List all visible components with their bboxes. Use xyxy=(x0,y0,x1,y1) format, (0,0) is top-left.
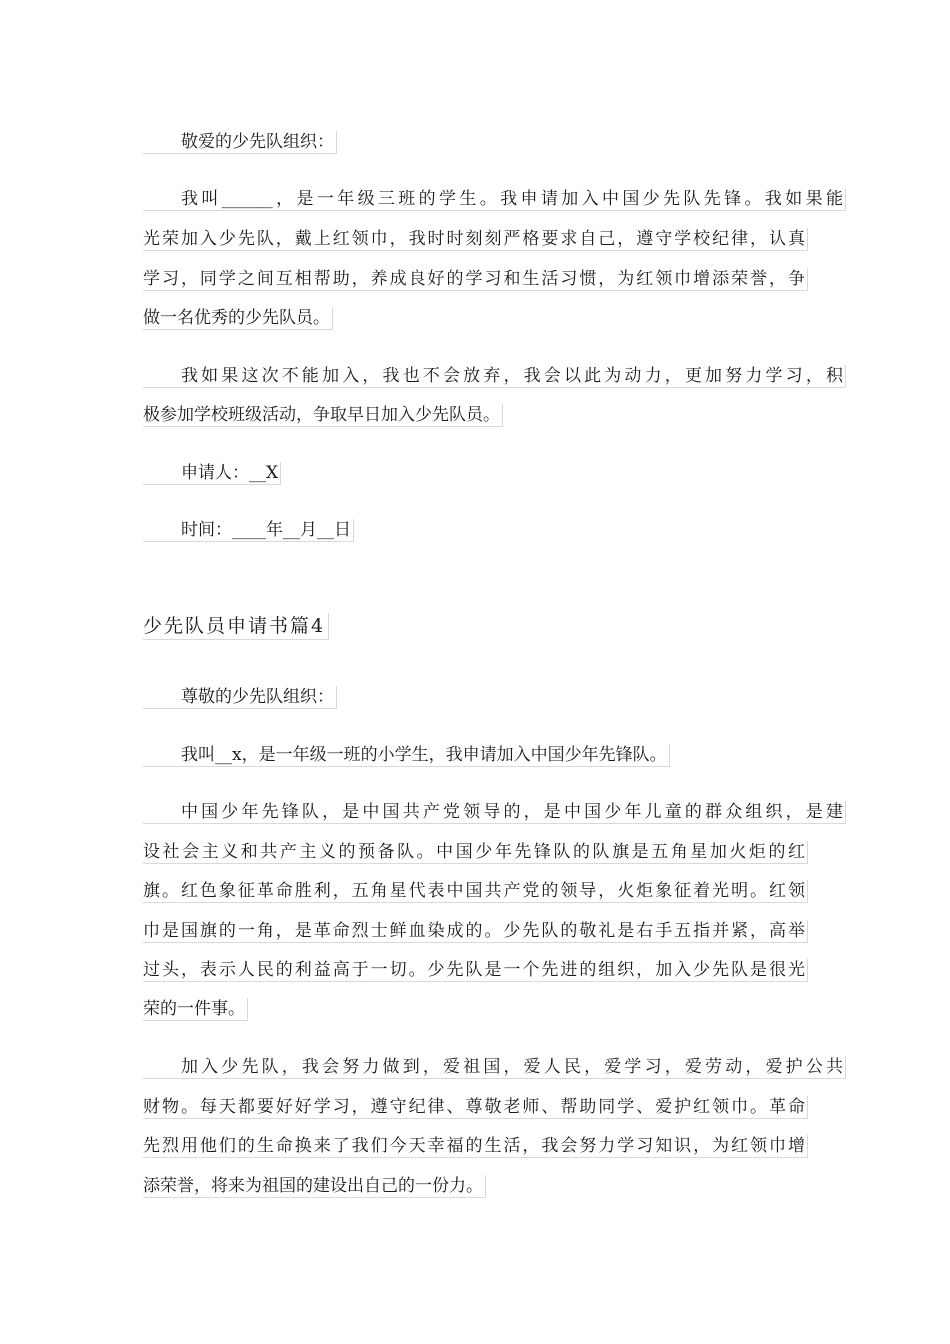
paragraph-line: 极参加学校班级活动，争取早日加入少先队员。 xyxy=(143,404,503,427)
paragraph-line: 旗。红色象征革命胜利，五角星代表中国共产党的领导，火炬象征着光明。红领 xyxy=(143,880,808,903)
paragraph-line: 巾是国旗的一角，是革命烈士鲜血染成的。少先队的敬礼是右手五指并紧，高举 xyxy=(143,920,808,943)
paragraph-line: 设社会主义和共产主义的预备队。中国少年先锋队的队旗是五角星加火炬的红 xyxy=(143,841,808,864)
date-line: 时间：____年__月__日 xyxy=(143,519,354,542)
salutation: 敬爱的少先队组织： xyxy=(143,131,337,154)
paragraph-line: 财物。每天都要好好学习，遵守纪律、尊敬老师、帮助同学、爱护红领巾。革命 xyxy=(143,1096,808,1119)
paragraph-line: 先烈用他们的生命换来了我们今天幸福的生活，我会努力学习知识，为红领巾增 xyxy=(143,1135,808,1158)
paragraph-line: 做一名优秀的少先队员。 xyxy=(143,307,333,330)
applicant-line: 申请人：__X xyxy=(143,462,281,485)
section-heading: 少先队员申请书篇4 xyxy=(143,613,329,640)
paragraph-line: 我如果这次不能加入，我也不会放弃，我会以此为动力，更加努力学习，积 xyxy=(143,365,846,388)
salutation: 尊敬的少先队组织： xyxy=(143,686,337,709)
paragraph-line: 光荣加入少先队，戴上红领巾，我时时刻刻严格要求自己，遵守学校纪律，认真 xyxy=(143,228,808,251)
paragraph-line: 添荣誉，将来为祖国的建设出自己的一份力。 xyxy=(143,1175,486,1198)
paragraph-line: 中国少年先锋队，是中国共产党领导的，是中国少年儿童的群众组织，是建 xyxy=(143,801,846,824)
paragraph-line: 我叫______，是一年级三班的学生。我申请加入中国少先队先锋。我如果能 xyxy=(143,188,846,211)
paragraph-line: 荣的一件事。 xyxy=(143,998,248,1021)
paragraph-line: 我叫__x，是一年级一班的小学生，我申请加入中国少年先锋队。 xyxy=(143,744,670,767)
paragraph-line: 过头，表示人民的利益高于一切。少先队是一个先进的组织，加入少先队是很光 xyxy=(143,959,808,982)
paragraph-line: 学习，同学之间互相帮助，养成良好的学习和生活习惯，为红领巾增添荣誉，争 xyxy=(143,268,808,291)
paragraph-line: 加入少先队，我会努力做到，爱祖国，爱人民，爱学习，爱劳动，爱护公共 xyxy=(143,1056,846,1079)
